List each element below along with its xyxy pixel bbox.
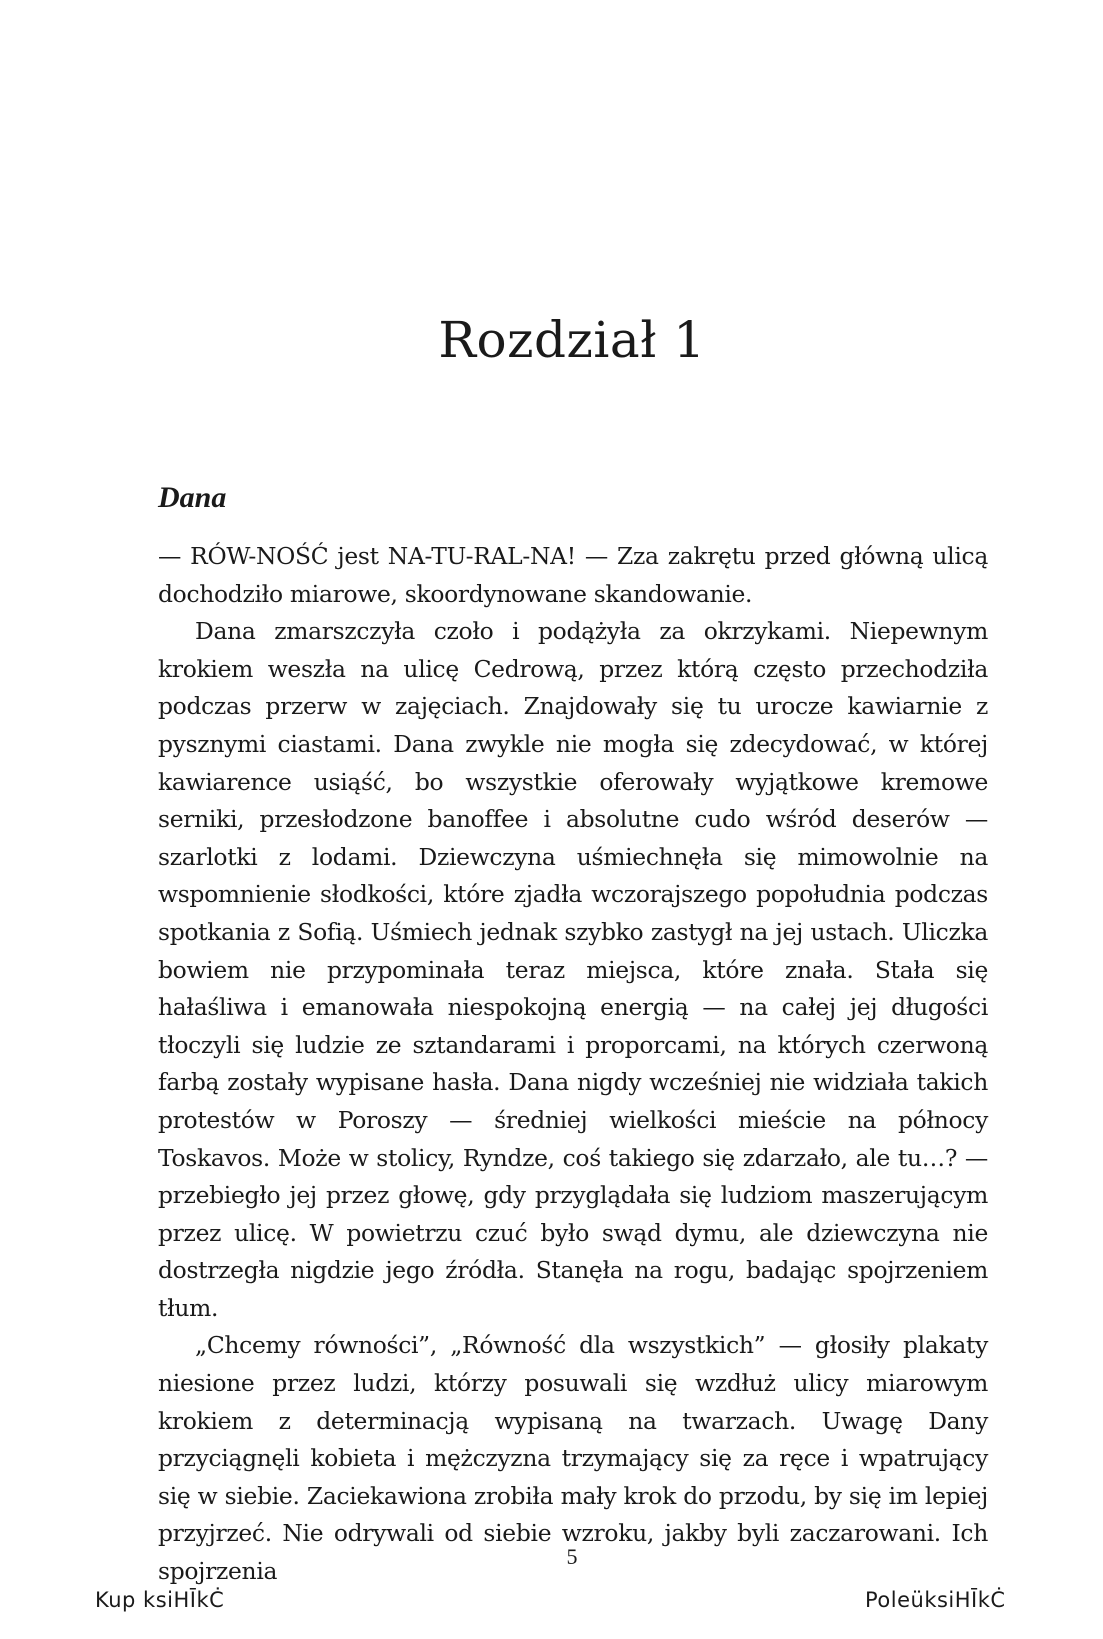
- paragraph-3: „Chcemy równości”, „Równość dla wszystkich” — głosiły plakaty niesione przez ludzi, którzy posuwali się wzdłuż ulicy miarowym krokiem z determinacją wypisaną na twarzach. Uwagę Dany przyciągnęli kobieta i mężczyzna trzymający się za ręce i wpatrujący się w siebie. Zaciekawiona zrobiła mały krok do przodu, by się im lepiej przyjrzeć. Nie odrywali od siebie wzroku, jakby byli zaczarowani. Ich spojrzenia: [158, 1331, 988, 1586]
- body-text: [158, 538, 988, 1591]
- paragraph-1: — RÓW-NOŚĆ jest NA-TU-RAL-NA! — Zza zakrętu przed główną ulicą dochodziło miarowe, skoordynowane skandowanie.: [158, 542, 988, 608]
- buy-book-link[interactable]: Kup ksiHĪkĊ: [95, 1588, 225, 1612]
- page-number: 5: [566, 1544, 578, 1569]
- chapter-title: Rozdział 1: [438, 311, 706, 369]
- recommend-book-link[interactable]: PoleüksiHĪkĊ: [865, 1588, 1006, 1612]
- paragraph-2: Dana zmarszczyła czoło i podążyła za okrzykami. Niepewnym krokiem weszła na ulicę Cedrową, przez którą często przechodziła podczas przerw w zajęciach. Znajdowały się tu urocze kawiarnie z pysznymi ciastami. Dana zwykle nie mogła się zdecydować, w której kawiarence usiąść, bo wszystkie oferowały wyjątkowe kremowe serniki, przesłodzone banoffee i absolutne cudo wśród deserów — szarlotki z lodami. Dziewczyna uśmiechnęła się mimowolnie na wspomnienie słodkości, które zjadła wczorajszego popołudnia podczas spotkania z Sofią. Uśmiech jednak szybko zastygł na jej ustach. Uliczka bowiem nie przypominała teraz miejsca, które znała. Stała się hałaśliwa i emanowała niespokojną energią — na całej jej długości tłoczyli się ludzie ze sztandarami i proporcami, na których czerwoną farbą zostały wypisane hasła. Dana nigdy wcześniej nie widziała takich protestów w Poroszy — średniej wielkości mieście na północy Toskavos. Może w stolicy, Ryndze, coś takiego się zdarzało, ale tu…? — przebiegło jej przez głowę, gdy przyglądała się ludziom maszerującym przez ulicę. W powietrzu czuć było swąd dymu, ale dziewczyna nie dostrzegła nigdzie jego źródła. Stanęła na rogu, badając spojrzeniem tłum.: [158, 617, 988, 1322]
- section-heading: Dana: [158, 481, 227, 514]
